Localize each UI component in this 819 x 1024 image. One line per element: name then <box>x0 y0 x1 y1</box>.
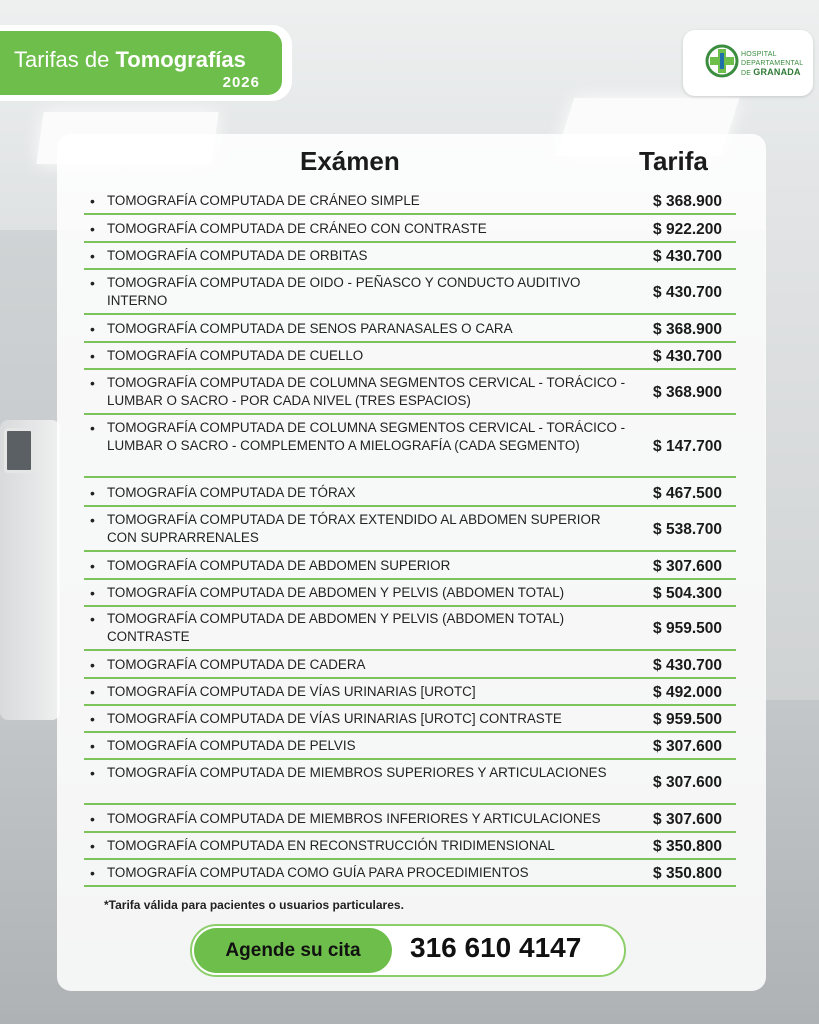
hospital-cross-logo-icon <box>705 44 739 78</box>
title-bold: Tomografías <box>115 47 246 72</box>
bullet-icon: • <box>90 420 95 436</box>
schedule-appointment-button[interactable]: Agende su cita <box>194 928 392 973</box>
table-row <box>84 343 736 370</box>
column-header-exam: Exámen <box>300 146 400 176</box>
title-badge-fill <box>0 29 284 97</box>
disclaimer-note: *Tarifa válida para pacientes o usuarios particulares. <box>104 898 404 912</box>
bullet-icon: • <box>90 684 95 700</box>
phone-number[interactable]: 316 610 4147 <box>410 932 582 963</box>
background-equipment-screen <box>4 428 34 473</box>
exam-price: $ 959.500 <box>653 620 722 637</box>
table-row <box>84 216 736 243</box>
exam-description: TOMOGRAFÍA COMPUTADA DE COLUMNA SEGMENTOS CERVICAL - TORÁCICO - LUMBAR O SACRO - COMPLEMENTO A MIELOGRAFÍA (CADA SEGMENTO) <box>107 420 626 453</box>
bullet-icon: • <box>90 348 95 364</box>
logo-line-2: DEPARTAMENTAL <box>741 60 804 67</box>
bullet-icon: • <box>90 375 95 391</box>
exam-price: $ 430.700 <box>653 657 722 674</box>
table-row <box>84 271 736 315</box>
table-row <box>84 806 736 833</box>
table-row <box>84 416 736 478</box>
table-row <box>84 706 736 733</box>
exam-price: $ 430.700 <box>653 348 722 365</box>
table-row <box>84 316 736 343</box>
exam-price: $ 504.300 <box>653 585 722 602</box>
bullet-icon: • <box>90 221 95 237</box>
bullet-icon: • <box>90 838 95 854</box>
exam-price: $ 467.500 <box>653 485 722 502</box>
exam-price: $ 147.700 <box>653 438 722 455</box>
exam-description: TOMOGRAFÍA COMPUTADA DE ORBITAS <box>107 248 368 263</box>
table-row <box>84 188 736 215</box>
table-row <box>84 733 736 760</box>
background-wall <box>765 150 819 710</box>
exam-description: TOMOGRAFÍA COMPUTADA DE ABDOMEN SUPERIOR <box>107 558 451 573</box>
exam-price: $ 368.900 <box>653 193 722 210</box>
hospital-logo <box>683 30 813 96</box>
table-row <box>84 607 736 651</box>
exam-description: TOMOGRAFÍA COMPUTADA DE COLUMNA SEGMENTOS CERVICAL - TORÁCICO - LUMBAR O SACRO - POR CADA NIVEL (TRES ESPACIOS) <box>107 375 626 408</box>
exam-description: TOMOGRAFÍA COMPUTADA DE PELVIS <box>107 738 356 753</box>
exam-description: TOMOGRAFÍA COMPUTADA DE TÓRAX <box>107 485 356 500</box>
exam-price: $ 922.200 <box>653 221 722 238</box>
exam-price: $ 307.600 <box>653 811 722 828</box>
bullet-icon: • <box>90 558 95 574</box>
exam-price: $ 492.000 <box>653 684 722 701</box>
exam-description: TOMOGRAFÍA COMPUTADA DE VÍAS URINARIAS [UROTC] CONTRASTE <box>107 711 562 726</box>
exam-description: TOMOGRAFÍA COMPUTADA DE ABDOMEN Y PELVIS (ABDOMEN TOTAL) <box>107 585 565 600</box>
exam-description: TOMOGRAFÍA COMPUTADA COMO GUÍA PARA PROCEDIMIENTOS <box>107 865 529 880</box>
exam-description: TOMOGRAFÍA COMPUTADA DE CADERA <box>107 657 366 672</box>
bullet-icon: • <box>90 711 95 727</box>
table-row <box>84 833 736 860</box>
exam-description: TOMOGRAFÍA COMPUTADA DE TÓRAX EXTENDIDO AL ABDOMEN SUPERIOR CON SUPRARRENALES <box>107 512 601 545</box>
table-row <box>84 761 736 805</box>
bullet-icon: • <box>90 275 95 291</box>
exam-description: TOMOGRAFÍA COMPUTADA DE OIDO - PEÑASCO Y CONDUCTO AUDITIVO INTERNO <box>107 275 581 308</box>
title-prefix: Tarifas de <box>14 47 116 72</box>
logo-line-4: GRANADA <box>753 67 801 77</box>
exam-price: $ 368.900 <box>653 384 722 401</box>
table-row <box>84 371 736 415</box>
title-badge <box>0 25 292 101</box>
exam-description: TOMOGRAFÍA COMPUTADA DE MIEMBROS SUPERIORES Y ARTICULACIONES <box>107 765 607 780</box>
table-row <box>84 508 736 552</box>
exam-description: TOMOGRAFÍA COMPUTADA DE CRÁNEO SIMPLE <box>107 193 420 208</box>
exam-price: $ 959.500 <box>653 711 722 728</box>
bullet-icon: • <box>90 321 95 337</box>
table-row <box>84 480 736 507</box>
exam-price: $ 350.800 <box>653 865 722 882</box>
bullet-icon: • <box>90 657 95 673</box>
table-row <box>84 553 736 580</box>
title-year: 2026 <box>222 74 260 91</box>
bullet-icon: • <box>90 765 95 781</box>
logo-text <box>741 50 803 78</box>
bullet-icon: • <box>90 585 95 601</box>
exam-price: $ 350.800 <box>653 838 722 855</box>
exam-price: $ 307.600 <box>653 738 722 755</box>
exam-price: $ 430.700 <box>653 248 722 265</box>
bullet-icon: • <box>90 248 95 264</box>
exam-description: TOMOGRAFÍA COMPUTADA DE MIEMBROS INFERIORES Y ARTICULACIONES <box>107 811 601 826</box>
exam-description: TOMOGRAFÍA COMPUTADA DE ABDOMEN Y PELVIS (ABDOMEN TOTAL) CONTRASTE <box>107 611 565 644</box>
exam-price: $ 307.600 <box>653 774 722 791</box>
exam-description: TOMOGRAFÍA COMPUTADA DE CUELLO <box>107 348 364 363</box>
page-title <box>14 47 246 73</box>
exam-description: TOMOGRAFÍA COMPUTADA DE VÍAS URINARIAS [UROTC] <box>107 684 476 699</box>
bullet-icon: • <box>90 865 95 881</box>
table-row <box>84 860 736 887</box>
bullet-icon: • <box>90 738 95 754</box>
bullet-icon: • <box>90 611 95 627</box>
exam-description: TOMOGRAFÍA COMPUTADA DE SENOS PARANASALES O CARA <box>107 321 513 336</box>
table-row <box>84 580 736 607</box>
bullet-icon: • <box>90 485 95 501</box>
table-row <box>84 652 736 679</box>
exam-price: $ 368.900 <box>653 321 722 338</box>
bullet-icon: • <box>90 193 95 209</box>
bullet-icon: • <box>90 811 95 827</box>
logo-line-1: HOSPITAL <box>741 51 777 58</box>
logo-line-3: DE <box>741 70 752 77</box>
exam-price: $ 307.600 <box>653 558 722 575</box>
exam-description: TOMOGRAFÍA COMPUTADA EN RECONSTRUCCIÓN TRIDIMENSIONAL <box>107 838 555 853</box>
bullet-icon: • <box>90 512 95 528</box>
exam-price: $ 430.700 <box>653 284 722 301</box>
exam-price: $ 538.700 <box>653 521 722 538</box>
table-row <box>84 243 736 270</box>
table-row <box>84 679 736 706</box>
column-header-price: Tarifa <box>639 146 708 176</box>
exam-description: TOMOGRAFÍA COMPUTADA DE CRÁNEO CON CONTRASTE <box>107 221 487 236</box>
